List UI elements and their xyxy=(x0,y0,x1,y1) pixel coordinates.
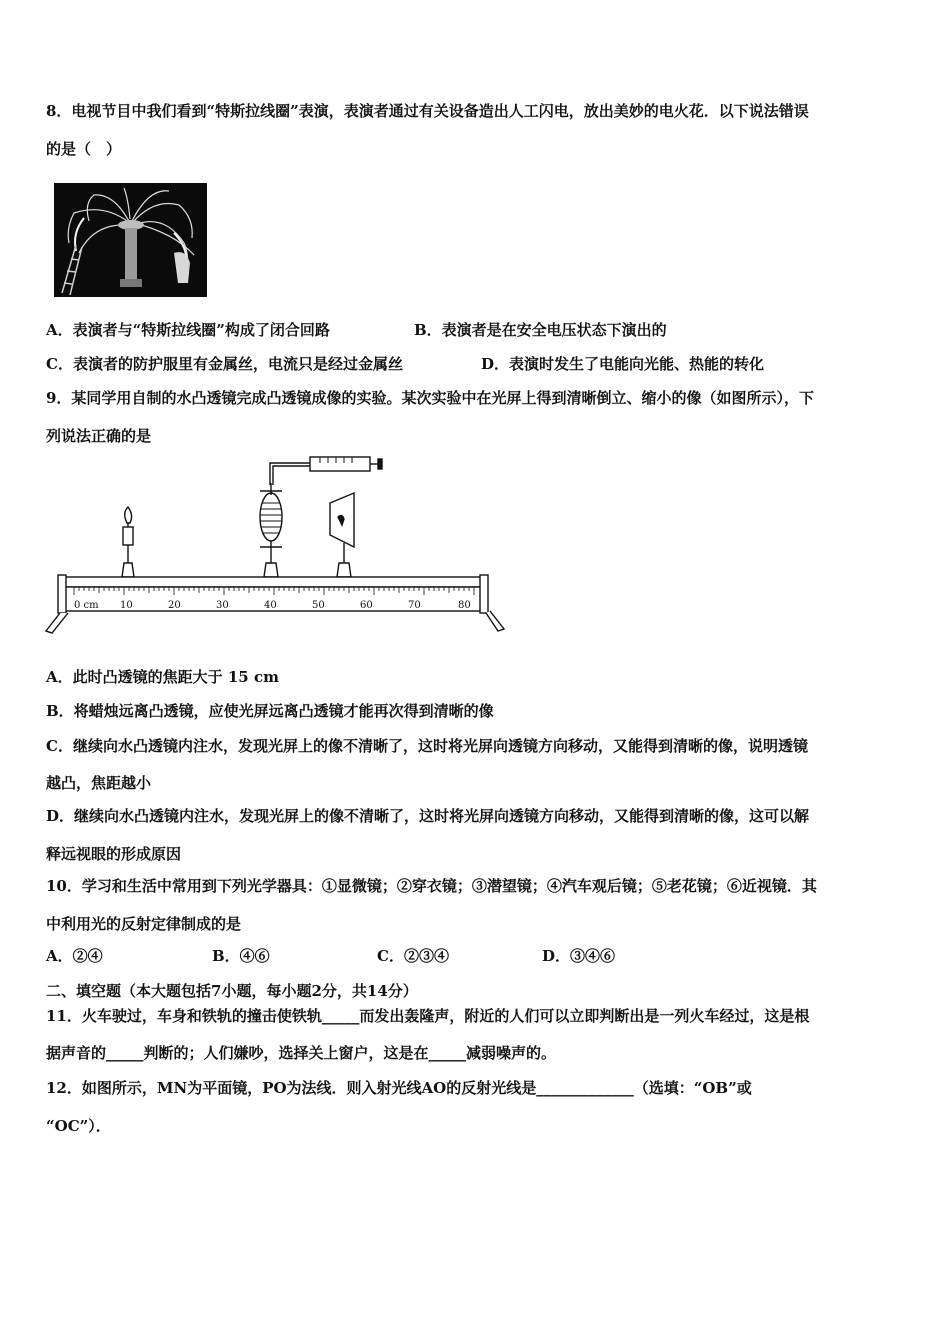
q8-stem-line1: 8．电视节目中我们看到“特斯拉线圈”表演，表演者通过有关设备造出人工闪电，放出美妙的电火花．以下说法错误 xyxy=(46,102,809,120)
q11-line2: 据声音的_____判断的；人们嫌吵，选择关上窗户，这是在_____减弱噪声的。 xyxy=(46,1044,557,1062)
q9-stem-line2: 列说法正确的是 xyxy=(46,427,152,445)
scale-label-60: 60 xyxy=(360,600,373,611)
q10-stem-line2: 中利用光的反射定律制成的是 xyxy=(46,915,242,933)
q9-option-d-line2: 释远视眼的形成原因 xyxy=(46,845,182,863)
q10-option-c: C．②③④ xyxy=(377,947,449,965)
scale-label-30: 30 xyxy=(216,600,229,611)
q10-option-a: A．②④ xyxy=(46,947,103,965)
q8-stem-line2: 的是（ ） xyxy=(46,140,122,158)
scale-label-0: 0 cm xyxy=(74,600,99,611)
q8-option-a: A．表演者与“特斯拉线圈”构成了闭合回路 xyxy=(46,321,330,339)
q11-line1: 11．火车驶过，车身和铁轨的撞击使铁轨_____而发出轰隆声，附近的人们可以立即判断出是一列火车经过，这是根 xyxy=(46,1007,810,1025)
syringe xyxy=(270,457,382,485)
section-heading: 二、填空题（本大题包括7小题，每小题2分，共14分） xyxy=(46,982,418,1000)
scale-label-80: 80 xyxy=(458,600,471,611)
q8-option-c: C．表演者的防护服里有金属丝，电流只是经过金属丝 xyxy=(46,355,403,373)
scale-label-70: 70 xyxy=(408,600,421,611)
light-screen xyxy=(330,493,354,563)
scale-label-20: 20 xyxy=(168,600,181,611)
scale-label-10: 10 xyxy=(120,600,133,611)
scale-label-50: 50 xyxy=(312,600,325,611)
q8-option-b: B．表演者是在安全电压状态下演出的 xyxy=(414,321,667,339)
optical-bench-diagram xyxy=(42,455,512,639)
q10-option-d: D．③④⑥ xyxy=(542,947,616,965)
q9-stem-line1: 9．某同学用自制的水凸透镜完成凸透镜成像的实验。某次实验中在光屏上得到清晰倒立、缩小的像（如图所示），下 xyxy=(46,389,814,407)
scale-label-40: 40 xyxy=(264,600,277,611)
q10-option-b: B．④⑥ xyxy=(212,947,270,965)
q9-option-b: B．将蜡烛远离凸透镜，应使光屏远离凸透镜才能再次得到清晰的像 xyxy=(46,702,494,720)
q10-stem-line1: 10．学习和生活中常用到下列光学器具：①显微镜；②穿衣镜；③潜望镜；④汽车观后镜；⑤老花镜；⑥近视镜．其 xyxy=(46,877,817,895)
q9-option-c-line2: 越凸，焦距越小 xyxy=(46,774,152,792)
candle xyxy=(123,507,133,563)
q8-option-d: D．表演时发生了电能向光能、热能的转化 xyxy=(481,355,765,373)
q12-line2: “OC”）． xyxy=(46,1117,111,1135)
q9-option-a: A．此时凸透镜的焦距大于 15 cm xyxy=(46,668,279,686)
q9-option-c-line1: C．继续向水凸透镜内注水，发现光屏上的像不清晰了，这时将光屏向透镜方向移动，又能得到清晰的像，说明透镜 xyxy=(46,737,808,755)
water-lens xyxy=(260,483,282,563)
tesla-coil-photo xyxy=(54,183,207,297)
q12-line1: 12．如图所示，MN为平面镜，PO为法线．则入射光线AO的反射光线是_____________（选填：“OB”或 xyxy=(46,1079,752,1097)
q9-option-d-line1: D．继续向水凸透镜内注水，发现光屏上的像不清晰了，这时将光屏向透镜方向移动，又能得到清晰的像，这可以解 xyxy=(46,807,810,825)
